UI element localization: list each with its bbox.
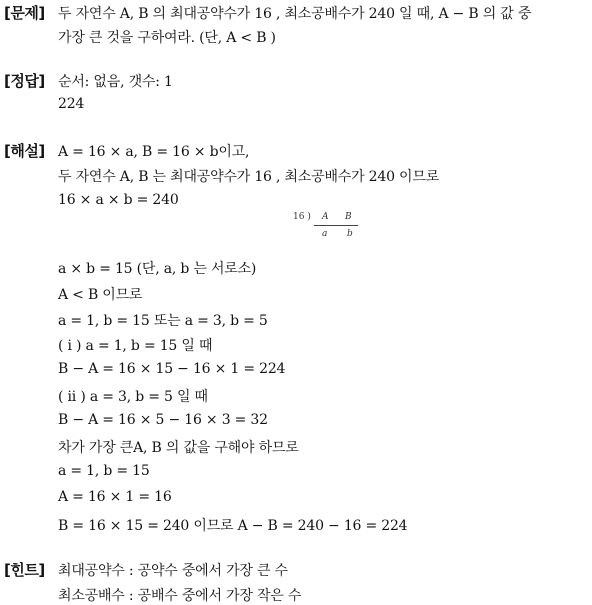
answer-tag: [정답]	[4, 72, 45, 90]
problem-tag: [문제]	[4, 4, 45, 22]
division-bottom-a: a	[322, 229, 328, 239]
solution-tag: [해설]	[4, 142, 45, 160]
solution-line-12: a = 1, b = 15	[58, 463, 150, 479]
answer-value: 224	[58, 96, 85, 112]
problem-line-1: 두 자연수 A, B 의 최대공약수가 16 , 최소공배수가 240 일 때, A − B 의 값 중	[58, 6, 532, 22]
solution-line-13: A = 16 × 1 = 16	[58, 489, 172, 505]
division-top-b: B	[345, 212, 352, 222]
division-bottom-b: b	[347, 229, 353, 239]
division-underline	[314, 225, 358, 226]
solution-line-5: A < B 이므로	[58, 287, 143, 303]
solution-line-4: a × b = 15 (단, a, b 는 서로소)	[58, 261, 257, 277]
hint-line-2: 최소공배수 : 공배수 중에서 가장 작은 수	[58, 588, 302, 604]
hint-tag: [힌트]	[4, 561, 45, 579]
division-divisor: 16 )	[293, 212, 311, 222]
answer-order-count: 순서: 없음, 갯수: 1	[58, 74, 173, 90]
solution-line-6: a = 1, b = 15 또는 a = 3, b = 5	[58, 313, 268, 329]
solution-line-1: A = 16 × a, B = 16 × b이고,	[58, 144, 250, 160]
hint-line-1: 최대공약수 : 공약수 중에서 가장 큰 수	[58, 563, 288, 579]
solution-line-10: B − A = 16 × 5 − 16 × 3 = 32	[58, 412, 268, 428]
solution-line-11: 차가 가장 큰A, B 의 값을 구해야 하므로	[58, 440, 299, 456]
solution-line-8: B − A = 16 × 15 − 16 × 1 = 224	[58, 361, 286, 377]
solution-line-9: ( ii ) a = 3, b = 5 일 때	[58, 389, 208, 405]
solution-line-7: ( i ) a = 1, b = 15 일 때	[58, 338, 213, 354]
division-top-a: A	[322, 212, 329, 222]
solution-line-3: 16 × a × b = 240	[58, 192, 179, 208]
problem-line-2: 가장 큰 것을 구하여라. (단, A < B )	[58, 30, 276, 46]
solution-line-2: 두 자연수 A, B 는 최대공약수가 16 , 최소공배수가 240 이므로	[58, 169, 440, 185]
solution-line-14: B = 16 × 15 = 240 이므로 A − B = 240 − 16 = 224	[58, 518, 408, 534]
